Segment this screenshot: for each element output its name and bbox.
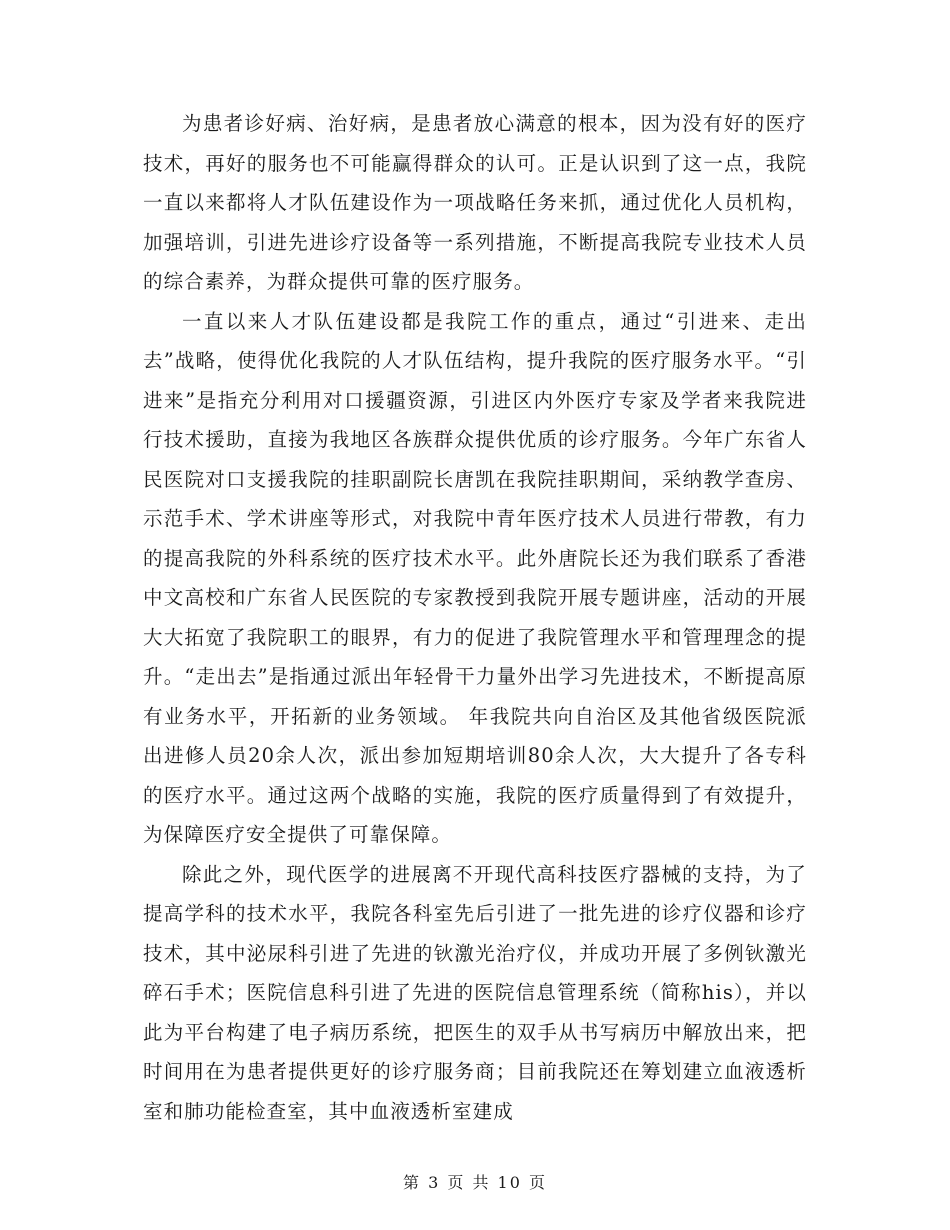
paragraph-1: 为患者诊好病、治好病，是患者放心满意的根本，因为没有好的医疗技术，再好的服务也不可能赢得群众的认可。正是认识到了这一点，我院一直以来都将人才队伍建设作为一项战略任务来抓，通过优化人员机构，加强培训，引进先进诊疗设备等一系列措施，不断提高我院专业技术人员的综合素养，为群众提供可靠的医疗服务。 bbox=[143, 112, 807, 293]
paragraph-3: 除此之外，现代医学的进展离不开现代高科技医疗器械的支持，为了提高学科的技术水平，我院各科室先后引进了一批先进的诊疗仪器和诊疗技术，其中泌尿科引进了先进的钬激光治疗仪，并成功开展了多例钬激光碎石手术；医院信息科引进了先进的医院信息管理系统（简称his），并以此为平台构建了电子病历系统，把医生的双手从书写病历中解放出来，把时间用在为患者提供更好的诊疗服务商；目前我院还在筹划建立血液透析室和肺功能检查室，其中血液透析室建成 bbox=[143, 862, 807, 1123]
footer-total-pages: 10 bbox=[497, 1173, 522, 1192]
footer-current-page: 3 bbox=[428, 1173, 441, 1192]
footer-middle: 页 共 bbox=[447, 1173, 491, 1192]
paragraph-2: 一直以来人才队伍建设都是我院工作的重点，通过“引进来、走出去”战略，使得优化我院的人才队伍结构，提升我院的医疗服务水平。“引进来”是指充分利用对口援疆资源，引进区内外医疗专家及学者来我院进行技术援助，直接为我地区各族群众提供优质的诊疗服务。今年广东省人民医院对口支援我院的挂职副院长唐凯在我院挂职期间，采纳教学查房、示范手术、学术讲座等形式，对我院中青年医疗技术人员进行带教，有力的提高我院的外科系统的医疗技术水平。此外唐院长还为我们联系了香港中文高校和广东省人民医院的专家教授到我院开展专题讲座，活动的开展大大拓宽了我院职工的眼界，有力的促进了我院管理水平和管理理念的提升。“走出去”是指通过派出年轻骨干力量外出学习先进技术，不断提高原有业务水平，开拓新的业务领域。 年我院共向自治区及其他省级医院派出进修人员20余人次，派出参加短期培训80余人次，大大提升了各专科的医疗水平。通过这两个战略的实施，我院的医疗质量得到了有效提升，为保障医疗安全提供了可靠保障。 bbox=[143, 309, 807, 846]
footer-suffix: 页 bbox=[529, 1173, 548, 1192]
document-body bbox=[143, 104, 807, 1131]
page-footer bbox=[0, 1170, 950, 1193]
footer-prefix: 第 bbox=[402, 1173, 421, 1192]
